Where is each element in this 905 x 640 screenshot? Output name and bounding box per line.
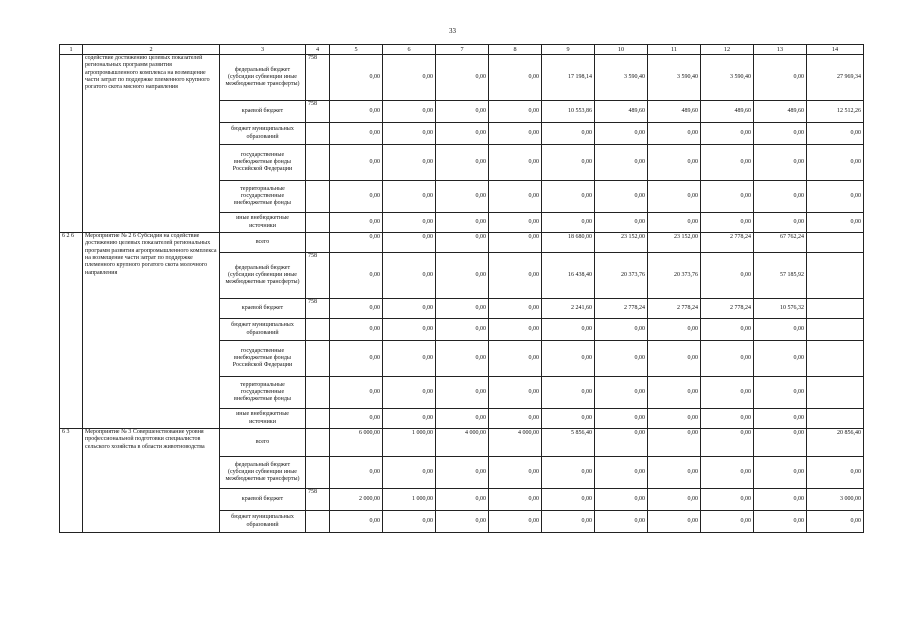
funding-source: государственные внебюджетные фонды Российской Федерации — [220, 145, 306, 181]
budget-code — [306, 181, 330, 213]
amount-cell — [807, 253, 864, 299]
amount-cell: 0,00 — [807, 181, 864, 213]
amount-cell: 0,00 — [648, 511, 701, 533]
amount-cell: 20 373,76 — [648, 253, 701, 299]
amount-cell: 0,00 — [489, 377, 542, 409]
budget-code — [306, 511, 330, 533]
amount-cell: 0,00 — [436, 145, 489, 181]
column-header: 9 — [542, 45, 595, 55]
amount-cell: 0,00 — [754, 123, 807, 145]
amount-cell: 0,00 — [330, 233, 383, 253]
funding-source: всего — [220, 429, 306, 457]
amount-cell: 0,00 — [701, 429, 754, 457]
amount-cell: 0,00 — [383, 319, 436, 341]
amount-cell: 6 000,00 — [330, 429, 383, 457]
amount-cell: 0,00 — [436, 511, 489, 533]
amount-cell: 489,60 — [595, 101, 648, 123]
amount-cell: 0,00 — [330, 55, 383, 101]
amount-cell: 0,00 — [436, 123, 489, 145]
amount-cell: 0,00 — [489, 299, 542, 319]
amount-cell: 0,00 — [383, 55, 436, 101]
amount-cell: 0,00 — [754, 489, 807, 511]
amount-cell: 0,00 — [542, 341, 595, 377]
amount-cell: 0,00 — [330, 123, 383, 145]
amount-cell: 2 778,24 — [701, 233, 754, 253]
amount-cell: 0,00 — [754, 319, 807, 341]
amount-cell: 0,00 — [542, 489, 595, 511]
amount-cell: 0,00 — [436, 341, 489, 377]
column-header: 14 — [807, 45, 864, 55]
amount-cell: 0,00 — [754, 511, 807, 533]
amount-cell: 0,00 — [754, 145, 807, 181]
amount-cell: 0,00 — [542, 213, 595, 233]
budget-code — [306, 409, 330, 429]
amount-cell: 2 241,60 — [542, 299, 595, 319]
amount-cell: 0,00 — [754, 457, 807, 489]
amount-cell: 0,00 — [330, 377, 383, 409]
amount-cell: 0,00 — [330, 341, 383, 377]
amount-cell: 0,00 — [436, 299, 489, 319]
amount-cell: 0,00 — [383, 511, 436, 533]
amount-cell — [807, 377, 864, 409]
amount-cell: 489,60 — [754, 101, 807, 123]
amount-cell: 0,00 — [383, 341, 436, 377]
amount-cell: 18 680,00 — [542, 233, 595, 253]
amount-cell: 0,00 — [436, 457, 489, 489]
amount-cell: 0,00 — [436, 101, 489, 123]
amount-cell: 0,00 — [330, 145, 383, 181]
amount-cell: 0,00 — [383, 457, 436, 489]
amount-cell: 0,00 — [648, 213, 701, 233]
column-header: 2 — [83, 45, 220, 55]
funding-source: иные внебюджетные источники — [220, 213, 306, 233]
funding-source: государственные внебюджетные фонды Российской Федерации — [220, 341, 306, 377]
budget-code — [306, 213, 330, 233]
amount-cell: 0,00 — [330, 319, 383, 341]
amount-cell: 10 553,86 — [542, 101, 595, 123]
amount-cell: 2 000,00 — [330, 489, 383, 511]
amount-cell: 4 000,00 — [489, 429, 542, 457]
amount-cell: 0,00 — [489, 233, 542, 253]
amount-cell: 0,00 — [595, 377, 648, 409]
amount-cell: 0,00 — [436, 319, 489, 341]
amount-cell: 0,00 — [330, 409, 383, 429]
amount-cell: 0,00 — [754, 341, 807, 377]
budget-code: 758 — [306, 55, 330, 101]
funding-source: территориальные государственные внебюджетные фонды — [220, 181, 306, 213]
budget-code — [306, 123, 330, 145]
amount-cell — [807, 299, 864, 319]
amount-cell: 0,00 — [489, 341, 542, 377]
budget-code — [306, 233, 330, 253]
amount-cell: 0,00 — [595, 409, 648, 429]
amount-cell: 0,00 — [648, 377, 701, 409]
budget-code — [306, 429, 330, 457]
amount-cell: 0,00 — [383, 377, 436, 409]
amount-cell: 0,00 — [542, 145, 595, 181]
amount-cell: 3 000,00 — [807, 489, 864, 511]
column-header: 7 — [436, 45, 489, 55]
amount-cell: 0,00 — [436, 377, 489, 409]
item-number — [60, 55, 83, 233]
budget-code: 758 — [306, 489, 330, 511]
amount-cell: 0,00 — [330, 213, 383, 233]
amount-cell: 57 185,92 — [754, 253, 807, 299]
amount-cell: 0,00 — [383, 233, 436, 253]
amount-cell: 1 000,00 — [383, 489, 436, 511]
amount-cell: 0,00 — [489, 145, 542, 181]
amount-cell: 0,00 — [807, 123, 864, 145]
table-row — [60, 429, 864, 457]
amount-cell: 0,00 — [436, 489, 489, 511]
amount-cell: 0,00 — [807, 213, 864, 233]
amount-cell: 0,00 — [701, 123, 754, 145]
funding-source: территориальные государственные внебюджетные фонды — [220, 377, 306, 409]
amount-cell: 0,00 — [701, 213, 754, 233]
amount-cell: 0,00 — [330, 511, 383, 533]
budget-code — [306, 457, 330, 489]
amount-cell: 0,00 — [489, 409, 542, 429]
amount-cell: 0,00 — [383, 299, 436, 319]
amount-cell: 0,00 — [383, 181, 436, 213]
amount-cell: 0,00 — [595, 213, 648, 233]
amount-cell: 0,00 — [807, 511, 864, 533]
amount-cell: 10 576,32 — [754, 299, 807, 319]
amount-cell: 0,00 — [542, 409, 595, 429]
amount-cell: 0,00 — [489, 101, 542, 123]
amount-cell: 2 778,24 — [595, 299, 648, 319]
funding-source: краевой бюджет — [220, 489, 306, 511]
funding-source: краевой бюджет — [220, 299, 306, 319]
amount-cell: 0,00 — [436, 181, 489, 213]
amount-cell: 0,00 — [489, 489, 542, 511]
amount-cell: 27 969,34 — [807, 55, 864, 101]
page-number: 33 — [449, 27, 456, 35]
amount-cell: 0,00 — [807, 145, 864, 181]
amount-cell: 67 762,24 — [754, 233, 807, 253]
amount-cell: 3 590,40 — [701, 55, 754, 101]
amount-cell: 0,00 — [754, 409, 807, 429]
amount-cell: 17 198,14 — [542, 55, 595, 101]
amount-cell: 0,00 — [542, 511, 595, 533]
amount-cell: 0,00 — [489, 319, 542, 341]
amount-cell: 0,00 — [701, 341, 754, 377]
amount-cell: 0,00 — [701, 457, 754, 489]
funding-source: федеральный бюджет (субсидии субвенции иные межбюджетные трансферты) — [220, 457, 306, 489]
amount-cell: 23 152,00 — [595, 233, 648, 253]
amount-cell: 0,00 — [330, 253, 383, 299]
item-number: 6 2 6 — [60, 233, 83, 429]
amount-cell: 0,00 — [489, 213, 542, 233]
column-header: 10 — [595, 45, 648, 55]
amount-cell: 0,00 — [436, 233, 489, 253]
amount-cell: 0,00 — [489, 181, 542, 213]
amount-cell: 0,00 — [754, 377, 807, 409]
amount-cell: 0,00 — [648, 145, 701, 181]
budget-code — [306, 319, 330, 341]
amount-cell: 0,00 — [595, 123, 648, 145]
amount-cell: 0,00 — [648, 341, 701, 377]
amount-cell: 5 856,40 — [542, 429, 595, 457]
amount-cell: 0,00 — [489, 55, 542, 101]
amount-cell: 16 438,40 — [542, 253, 595, 299]
amount-cell: 0,00 — [648, 123, 701, 145]
column-header: 6 — [383, 45, 436, 55]
amount-cell: 0,00 — [330, 457, 383, 489]
amount-cell: 4 000,00 — [436, 429, 489, 457]
amount-cell: 2 778,24 — [701, 299, 754, 319]
amount-cell — [807, 341, 864, 377]
budget-table — [59, 44, 864, 533]
amount-cell: 0,00 — [383, 409, 436, 429]
amount-cell: 0,00 — [489, 457, 542, 489]
column-header: 1 — [60, 45, 83, 55]
budget-code — [306, 377, 330, 409]
amount-cell: 0,00 — [648, 457, 701, 489]
funding-source: бюджет муниципальных образований — [220, 123, 306, 145]
funding-source: краевой бюджет — [220, 101, 306, 123]
amount-cell: 23 152,00 — [648, 233, 701, 253]
amount-cell: 1 000,00 — [383, 429, 436, 457]
table-row — [60, 55, 864, 101]
amount-cell: 0,00 — [701, 145, 754, 181]
amount-cell: 0,00 — [383, 145, 436, 181]
amount-cell: 489,60 — [701, 101, 754, 123]
amount-cell: 0,00 — [436, 55, 489, 101]
amount-cell: 0,00 — [595, 319, 648, 341]
amount-cell: 0,00 — [489, 511, 542, 533]
amount-cell — [807, 233, 864, 253]
amount-cell: 0,00 — [542, 123, 595, 145]
column-header: 5 — [330, 45, 383, 55]
column-header: 13 — [754, 45, 807, 55]
budget-code — [306, 341, 330, 377]
amount-cell: 12 512,26 — [807, 101, 864, 123]
amount-cell: 2 778,24 — [648, 299, 701, 319]
amount-cell: 0,00 — [595, 489, 648, 511]
funding-source: федеральный бюджет (субсидии субвенции иные межбюджетные трансферты) — [220, 55, 306, 101]
amount-cell: 3 590,40 — [648, 55, 701, 101]
funding-source: иные внебюджетные источники — [220, 409, 306, 429]
amount-cell: 0,00 — [754, 429, 807, 457]
amount-cell: 0,00 — [542, 319, 595, 341]
amount-cell: 0,00 — [436, 409, 489, 429]
table-row — [60, 233, 864, 253]
amount-cell: 0,00 — [754, 181, 807, 213]
column-header: 3 — [220, 45, 306, 55]
amount-cell: 20 373,76 — [595, 253, 648, 299]
amount-cell: 0,00 — [648, 181, 701, 213]
budget-code: 758 — [306, 253, 330, 299]
item-number: 6 3 — [60, 429, 83, 533]
column-header: 8 — [489, 45, 542, 55]
column-header: 12 — [701, 45, 754, 55]
amount-cell: 0,00 — [330, 181, 383, 213]
amount-cell: 0,00 — [648, 409, 701, 429]
amount-cell: 0,00 — [595, 181, 648, 213]
item-name: содействие достижению целевых показателей региональных программ развития агропромышленного комплекса на возмещение части затрат по поддержке племенного крупного рогатого скота мясного направления — [83, 55, 220, 233]
amount-cell: 0,00 — [595, 145, 648, 181]
amount-cell: 0,00 — [383, 213, 436, 233]
amount-cell: 0,00 — [754, 55, 807, 101]
amount-cell: 0,00 — [754, 213, 807, 233]
amount-cell: 0,00 — [542, 377, 595, 409]
amount-cell: 0,00 — [701, 511, 754, 533]
amount-cell: 0,00 — [701, 377, 754, 409]
funding-source: бюджет муниципальных образований — [220, 319, 306, 341]
amount-cell — [807, 319, 864, 341]
amount-cell: 0,00 — [701, 253, 754, 299]
amount-cell: 0,00 — [330, 101, 383, 123]
amount-cell: 0,00 — [595, 511, 648, 533]
amount-cell: 0,00 — [383, 101, 436, 123]
amount-cell: 0,00 — [436, 213, 489, 233]
amount-cell: 0,00 — [542, 457, 595, 489]
amount-cell: 0,00 — [595, 341, 648, 377]
amount-cell: 0,00 — [701, 319, 754, 341]
amount-cell: 20 856,40 — [807, 429, 864, 457]
item-name: Мероприятие № 3 Совершенствование уровня профессиональной подготовки специалистов сельского хозяйства в области животноводства — [83, 429, 220, 533]
amount-cell: 0,00 — [595, 457, 648, 489]
column-header: 4 — [306, 45, 330, 55]
amount-cell: 0,00 — [648, 429, 701, 457]
amount-cell: 0,00 — [701, 409, 754, 429]
amount-cell: 0,00 — [383, 253, 436, 299]
budget-code: 758 — [306, 299, 330, 319]
amount-cell: 0,00 — [595, 429, 648, 457]
column-header: 11 — [648, 45, 701, 55]
budget-code: 758 — [306, 101, 330, 123]
amount-cell: 0,00 — [436, 253, 489, 299]
amount-cell: 0,00 — [330, 299, 383, 319]
amount-cell: 0,00 — [383, 123, 436, 145]
column-number-row — [60, 45, 864, 55]
item-name: Мероприятие № 2 6 Субсидия на содействие достижению целевых показателей региональных программ развития агропромышленного комплекса на возмещение части затрат по поддержке племенного крупного рогатого скота молочного направления — [83, 233, 220, 429]
amount-cell: 0,00 — [648, 489, 701, 511]
amount-cell: 0,00 — [542, 181, 595, 213]
amount-cell: 0,00 — [648, 319, 701, 341]
funding-source: бюджет муниципальных образований — [220, 511, 306, 533]
budget-code — [306, 145, 330, 181]
amount-cell: 489,60 — [648, 101, 701, 123]
amount-cell: 0,00 — [489, 123, 542, 145]
amount-cell: 0,00 — [701, 489, 754, 511]
funding-source: всего — [220, 233, 306, 253]
amount-cell: 0,00 — [489, 253, 542, 299]
amount-cell — [807, 409, 864, 429]
amount-cell: 0,00 — [807, 457, 864, 489]
funding-source: федеральный бюджет (субсидии субвенции иные межбюджетные трансферты) — [220, 253, 306, 299]
amount-cell: 0,00 — [701, 181, 754, 213]
amount-cell: 3 590,40 — [595, 55, 648, 101]
table-body — [60, 55, 864, 533]
